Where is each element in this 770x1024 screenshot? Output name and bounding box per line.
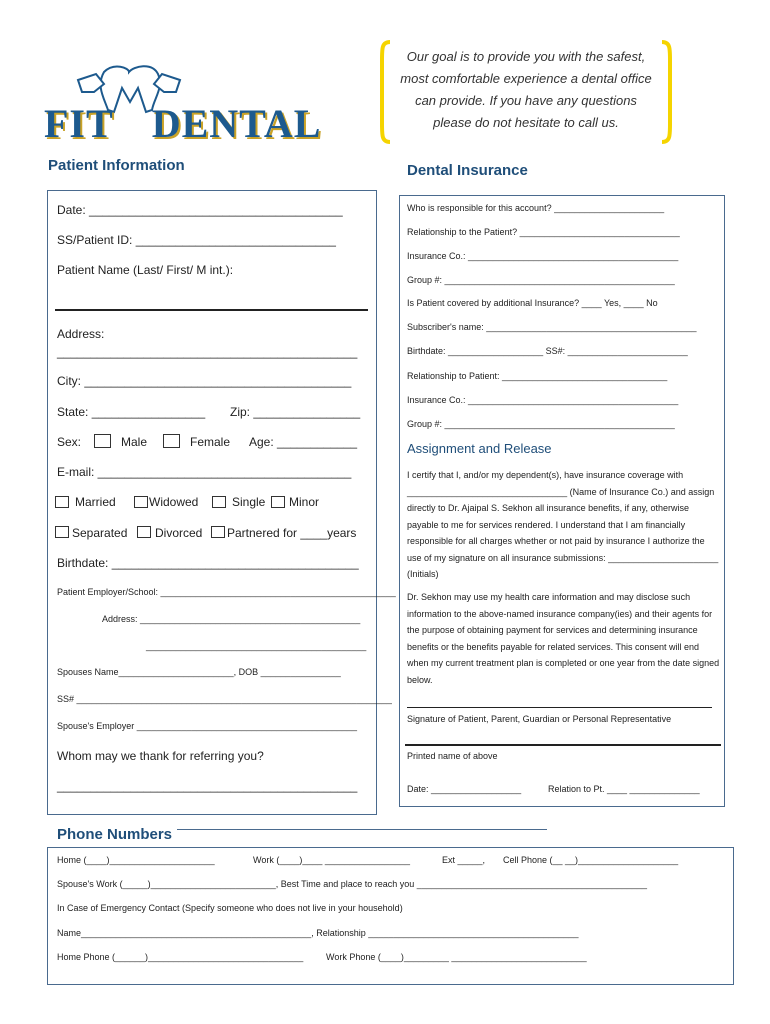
minor-checkbox[interactable] xyxy=(271,496,285,508)
home-phone-field[interactable]: Home (____)_____________________ xyxy=(57,855,215,865)
ext-field[interactable]: Ext _____, xyxy=(442,855,486,865)
emergency-work-phone-field[interactable]: Work Phone (____)_________ ___________________________ xyxy=(326,952,587,962)
birthdate-field[interactable]: Birthdate: _____________________________________ xyxy=(57,556,359,570)
female-label: Female xyxy=(190,435,231,449)
additional-insurance-field[interactable]: Is Patient covered by additional Insurance? ____ Yes, ____ No xyxy=(407,298,658,308)
group-field[interactable]: Group #: ______________________________________________ xyxy=(407,275,675,285)
email-field[interactable]: E-mail: ______________________________________ xyxy=(57,465,352,479)
divorced-checkbox[interactable] xyxy=(137,526,151,538)
certify-paragraph: I certify that I, and/or my dependent(s), have insurance coverage with ________________________________ (Name of Insurance Co.) and assign directly to Dr. Ajaipal S. Sekhon all insurance benefits, if any, otherwise payable to me for services rendered. I understand that I am financially responsible for all charges whether or not paid by insurance I authorize the use of my signature on all insurance submissions: ______________________ (Initials) xyxy=(407,470,719,579)
emergency-name-field[interactable]: Name______________________________________________, Relationship __________________________________________ xyxy=(57,928,579,938)
quote-text xyxy=(380,46,672,134)
spouse-employer-field[interactable]: Spouse's Employer ____________________________________________ xyxy=(57,721,357,731)
cell-phone-field[interactable]: Cell Phone (__ __)____________________ xyxy=(503,855,679,865)
quote-line: most comfortable experience a dental office xyxy=(400,71,652,86)
emergency-home-phone-field[interactable]: Home Phone (______)_______________________________ xyxy=(57,952,304,962)
signature-line[interactable] xyxy=(407,707,712,708)
work-phone-field[interactable]: Work (____)____ _________________ xyxy=(253,855,410,865)
zip-field[interactable]: Zip: ________________ xyxy=(230,405,361,419)
separated-checkbox[interactable] xyxy=(55,526,69,538)
single-label: Single xyxy=(232,495,266,509)
male-checkbox[interactable] xyxy=(94,434,111,448)
referral-field[interactable]: _____________________________________________ xyxy=(57,779,358,793)
printed-name-label: Printed name of above xyxy=(407,751,498,761)
spouse-work-field[interactable]: Spouse's Work (_____)_________________________, Best Time and place to reach you ______________________________________________ xyxy=(57,879,648,889)
printed-name-line[interactable] xyxy=(405,744,721,746)
dental-insurance-title: Dental Insurance xyxy=(407,162,528,179)
employer-address-field[interactable]: Address: ____________________________________________ xyxy=(102,614,361,624)
spouse-ss-field[interactable]: SS# _______________________________________________________________ xyxy=(57,694,392,704)
partnered-label: Partnered for ____years xyxy=(227,526,357,540)
date-field[interactable]: Date: ______________________________________ xyxy=(57,203,343,217)
separated-label: Separated xyxy=(72,526,128,540)
divorced-label: Divorced xyxy=(155,526,203,540)
signed-date-field[interactable]: Date: __________________ xyxy=(407,784,522,794)
relationship-2-field[interactable]: Relationship to Patient: _________________________________ xyxy=(407,371,668,381)
employer-address-field-2[interactable]: ____________________________________________ xyxy=(146,641,367,651)
patient-name-field[interactable] xyxy=(55,309,368,311)
logo-wordmark xyxy=(44,100,321,147)
quote-box xyxy=(380,40,672,144)
release-paragraph: Dr. Sekhon may use my health care information and may disclose such information to the above-named insurance company(ies) and their agents for the purpose of obtaining payment for services and determining insurance benefits or the benefits payable for related services. This consent will end when my current treatment plan is completed or one year from the date signed below. xyxy=(407,592,720,685)
spouse-name-field[interactable]: Spouses Name_______________________, DOB ________________ xyxy=(57,667,341,677)
responsible-field[interactable]: Who is responsible for this account? ______________________ xyxy=(407,203,665,213)
emergency-label: In Case of Emergency Contact (Specify someone who does not live in your household) xyxy=(57,903,403,913)
female-checkbox[interactable] xyxy=(163,434,180,448)
partnered-checkbox[interactable] xyxy=(211,526,225,538)
city-field[interactable]: City: ________________________________________ xyxy=(57,374,352,388)
sex-label: Sex: xyxy=(57,435,82,449)
signature-label: Signature of Patient, Parent, Guardian or Personal Representative xyxy=(407,714,672,724)
state-field[interactable]: State: _________________ xyxy=(57,405,206,419)
logo-fit: FIT xyxy=(44,101,114,146)
phone-title-rule xyxy=(177,829,547,830)
phone-numbers-title: Phone Numbers xyxy=(57,826,173,843)
single-checkbox[interactable] xyxy=(212,496,226,508)
married-label: Married xyxy=(75,495,116,509)
referral-label: Whom may we thank for referring you? xyxy=(57,749,264,763)
subscriber-field[interactable]: Subscriber's name: __________________________________________ xyxy=(407,322,697,332)
quote-line: please do not hesitate to call us. xyxy=(433,115,619,130)
minor-label: Minor xyxy=(289,495,320,509)
group-2-field[interactable]: Group #: ______________________________________________ xyxy=(407,419,675,429)
assignment-title: Assignment and Release xyxy=(407,441,552,456)
widowed-label: Widowed xyxy=(149,495,199,509)
logo-dental: DENTAL xyxy=(151,101,322,146)
widowed-checkbox[interactable] xyxy=(134,496,148,508)
insurance-company-2-field[interactable]: Insurance Co.: __________________________________________ xyxy=(407,395,679,405)
patient-info-title: Patient Information xyxy=(48,157,185,174)
address-field[interactable]: _____________________________________________ xyxy=(57,345,358,359)
married-checkbox[interactable] xyxy=(55,496,69,508)
male-label: Male xyxy=(121,435,148,449)
employer-field[interactable]: Patient Employer/School: _______________________________________________ xyxy=(57,587,396,597)
ss-field[interactable]: SS/Patient ID: ______________________________ xyxy=(57,233,336,247)
patient-name-label: Patient Name (Last/ First/ M int.): xyxy=(57,263,234,277)
address-label: Address: xyxy=(57,327,105,341)
relation-field[interactable]: Relation to Pt. ____ ______________ xyxy=(548,784,700,794)
insurance-company-field[interactable]: Insurance Co.: __________________________________________ xyxy=(407,251,679,261)
quote-line: Our goal is to provide you with the safest, xyxy=(406,49,646,64)
relationship-field[interactable]: Relationship to the Patient? ________________________________ xyxy=(407,227,680,237)
age-field[interactable]: Age: ____________ xyxy=(249,435,358,449)
phone-box xyxy=(47,847,734,985)
subscriber-birthdate-field[interactable]: Birthdate: ___________________ SS#: ________________________ xyxy=(407,346,688,356)
quote-line: can provide. If you have any questions xyxy=(415,93,637,108)
